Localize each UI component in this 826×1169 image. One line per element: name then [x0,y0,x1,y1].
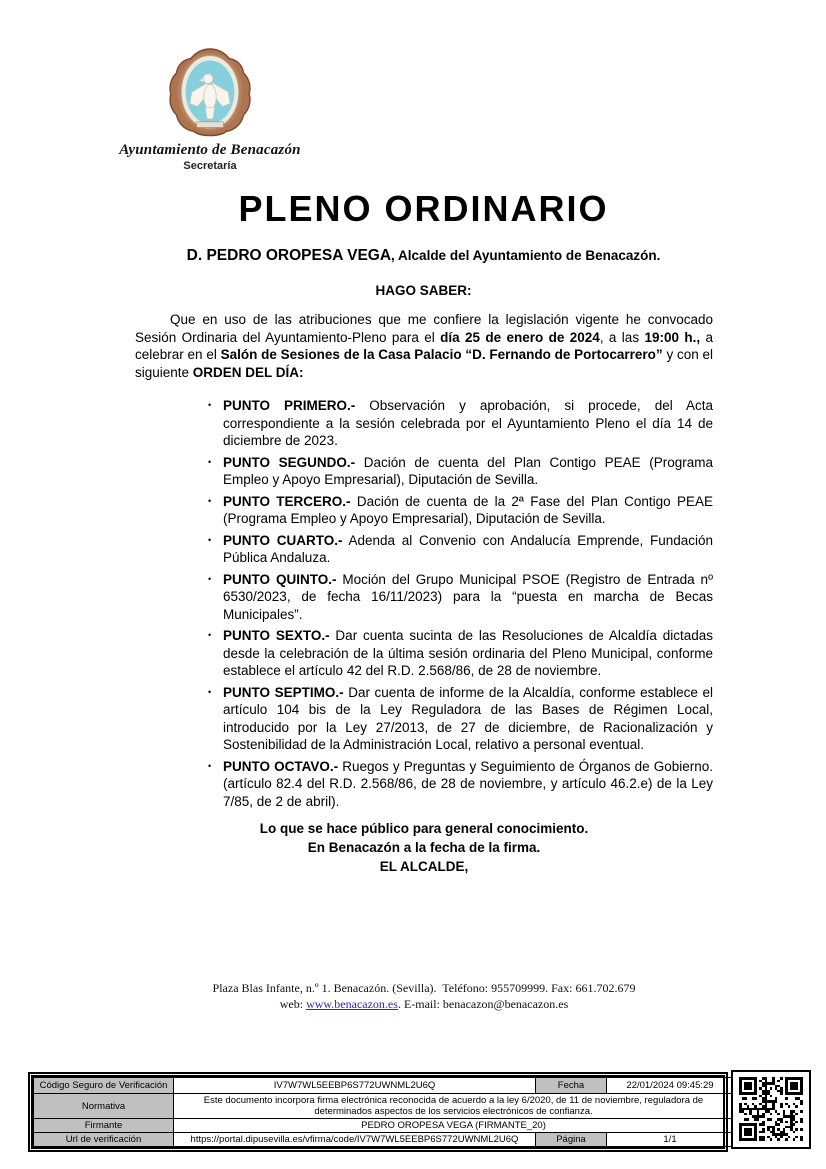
agenda-item-text: Adenda al Convenio con Andalucía Emprende, Fundación Pública Andaluza. [223,532,713,565]
bullet-icon: • [208,686,212,697]
qr-code-box [731,1070,811,1149]
address-footer [115,980,733,1012]
closing-line: Lo que se hace público para general conocimiento. [259,821,589,836]
session-place: Salón de Sesiones de la Casa Palacio “D. Fernando de Portocarrero” [220,347,663,362]
hago-saber-heading: HAGO SABER: [375,283,472,298]
agenda-item-label: PUNTO TERCERO.- [223,493,351,509]
agenda-item-3 [205,493,713,528]
mayor-name: D. PEDRO OROPESA VEGA [186,247,392,264]
bullet-icon: • [208,760,212,771]
agenda-item-6 [205,627,713,680]
agenda-item-4 [205,532,713,567]
agenda-item-text: Dar cuenta sucinta de las Resoluciones de Alcaldía dictadas desde la celebración de la última sesión ordinaria del Pleno Municipal, conforme establece el artículo 42 del R.D. 2.568/86, de 28 de noviembre. [223,628,714,678]
intro-text: Que en uso de las atribuciones que me confiere la legislación vigente he convocado Sesión Ordinaria del Ayuntamiento-Pleno para el [135,312,713,345]
agenda-item-label: PUNTO PRIMERO.- [223,398,356,413]
verification-table [33,1077,734,1147]
contact-line [115,996,733,1012]
table-row [34,1119,734,1133]
agenda-item-label: PUNTO SEGUNDO.- [223,454,356,470]
verification-table-wrap [28,1072,728,1152]
agenda-item-7 [205,684,713,754]
session-date: día 25 de enero de 2024 [440,329,600,345]
website-link[interactable]: www.benacazon.es [306,997,398,1011]
agenda-item-text: Moción del Grupo Municipal PSOE (Registro de Entrada nº 6530/2023, de fecha 16/11/2023) para la “puesta en marcha de Becas Municipales”. [223,571,713,622]
bullet-icon: • [208,630,212,640]
firmante-value: PEDRO OROPESA VEGA (FIRMANTE_20) [174,1119,734,1133]
agenda-item-text: Dación de cuenta de la 2ª Fase del Plan Contigo PEAE (Programa Empleo y Apoyo Empresarial), Diputación de Sevilla. [223,493,713,526]
bullet-icon: • [208,534,212,545]
closing-line: EL ALCALDE, [379,859,469,874]
page-title: PLENO ORDINARIO [238,188,609,229]
org-name: Ayuntamiento de Benacazón [119,142,301,158]
pagina-label: Página [536,1133,607,1147]
mayor-title: , Alcalde del Ayuntamiento de Benacazón. [391,248,661,263]
table-row [34,1094,734,1119]
csv-label: Código Seguro de Verificación [34,1078,174,1094]
bullet-icon: • [208,400,212,410]
agenda-item-2 [205,454,713,489]
intro-text: a celebrar en el [135,329,713,362]
fecha-value: 22/01/2024 09:45:29 [607,1078,734,1094]
intro-text: , a las [599,329,645,345]
mayor-line [135,247,712,265]
closing-line: En Benacazón a la fecha de la firma. [307,840,541,855]
agenda-item-label: PUNTO SEXTO.- [223,628,330,643]
agenda-item-label: PUNTO SEPTIMO.- [223,684,344,700]
municipal-crest-icon [166,46,254,140]
url-label: Url de verificación [34,1133,174,1147]
agenda-item-text: Observación y aprobación, si procede, del Acta correspondiente a la sesión celebrada por el Ayuntamiento Pleno el día 14 de diciembre de 2023. [223,398,713,448]
email-text: . E-mail: benacazon@benacazon.es [397,997,569,1011]
normativa-label: Normativa [34,1094,174,1119]
agenda-item-text: Ruegos y Preguntas y Seguimiento de Órganos de Gobierno. (artículo 82.4 del R.D. 2.568/86, de 28 de noviembre, y artículo 46.2.e) de la Ley 7/85, de 2 de abril). [223,758,714,809]
agenda-list [205,397,713,814]
firmante-label: Firmante [34,1119,174,1133]
table-row [34,1133,734,1147]
csv-value: IV7W7WL5EEBP6S772UWNML2U6Q [174,1078,536,1094]
session-time: 19:00 h., [644,329,701,345]
intro-paragraph [135,311,713,381]
table-row [34,1078,734,1094]
address-line: Plaza Blas Infante, n.º 1. Benacazón. (Sevilla). Teléfono: 955709999. Fax: 661.702.679 [212,981,636,995]
agenda-item-text: Dación de cuenta del Plan Contigo PEAE (Programa Empleo y Apoyo Empresarial), Diputación de Sevilla. [223,454,714,487]
agenda-item-label: PUNTO CUARTO.- [223,532,343,548]
web-label: web: [279,997,307,1011]
agenda-item-8 [205,758,713,811]
closing-block [135,819,713,876]
bullet-icon: • [208,573,212,584]
url-value: https://portal.dipusevilla.es/vfirma/code/IV7W7WL5EEBP6S772UWNML2U6Q [174,1133,536,1147]
normativa-value: Este documento incorpora firma electrónica reconocida de acuerdo a la ley 6/2020, de 11 de noviembre, reguladora de determinados aspectos de los servicios electrónicos de confianza. [174,1094,734,1119]
agenda-item-5 [205,571,713,624]
agenda-item-1 [205,397,713,450]
qr-code [739,1077,803,1141]
intro-text: y con el siguiente [135,347,713,380]
department-label: Secretaría [183,160,237,172]
bullet-icon: • [208,495,212,506]
header-logo-block [112,46,308,172]
fecha-label: Fecha [536,1078,607,1094]
agenda-item-label: PUNTO QUINTO.- [223,571,337,587]
agenda-item-label: PUNTO OCTAVO.- [223,758,339,774]
orden-del-dia-label: ORDEN DEL DÍA: [192,364,304,380]
agenda-item-text: Dar cuenta de informe de la Alcaldía, conforme establece el artículo 104 bis de la Ley Reguladora de las Bases de Régimen Local, introducido por la Ley 27/2013, de 27 de diciembre, de Racionalización y Sostenibilidad de la Administración Local, relativo a personal eventual. [223,684,713,752]
bullet-icon: • [208,456,212,467]
pagina-value: 1/1 [607,1133,734,1147]
